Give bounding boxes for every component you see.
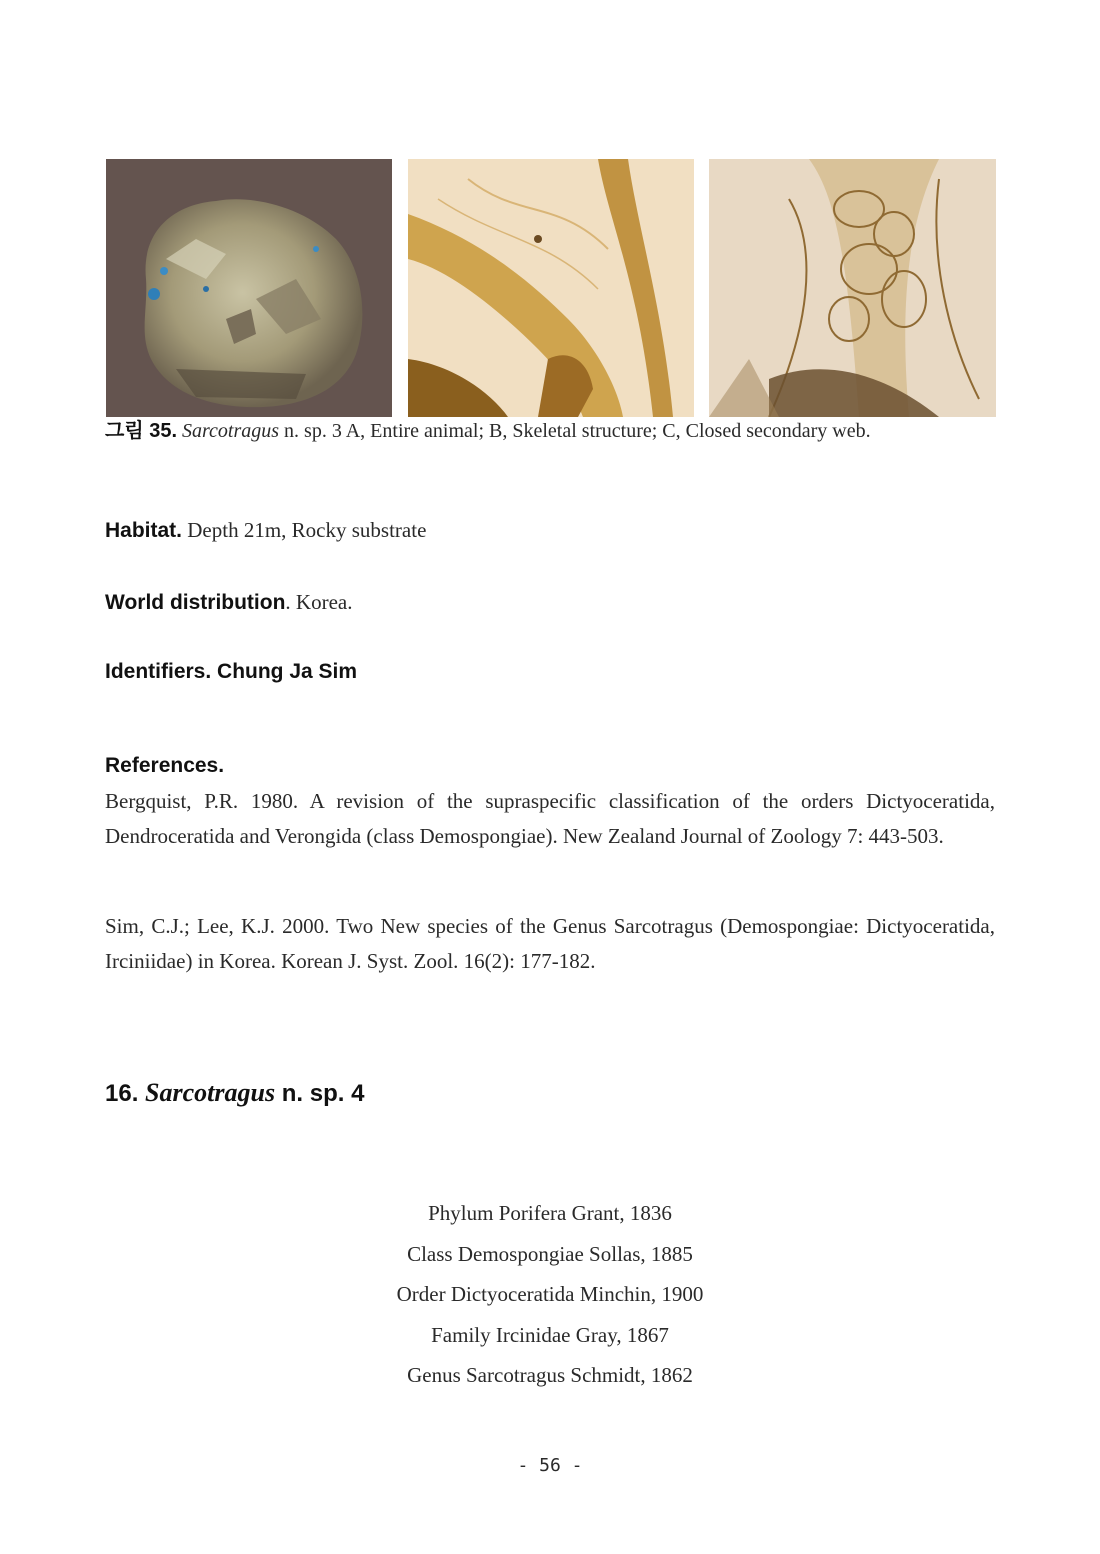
habitat-value: Depth 21m, Rocky substrate [182, 518, 427, 542]
distribution-value: . Korea. [285, 590, 353, 614]
photo-skeletal-structure [408, 159, 694, 417]
species-heading [105, 1078, 364, 1108]
photo-closed-secondary-web [709, 159, 996, 417]
habitat-field [105, 516, 426, 545]
figure-35-photos [106, 159, 996, 417]
identifiers: Identifiers. Chung Ja Sim [105, 660, 358, 683]
figure-caption [105, 415, 995, 448]
photo-entire-animal [106, 159, 392, 417]
figure-genus: Sarcotragus [182, 420, 280, 442]
distribution-field [105, 588, 352, 617]
taxonomy-line: Order Dictyoceratida Minchin, 1900 [396, 1282, 704, 1307]
figure-caption-text: n. sp. 3 A, Entire animal; B, Skeletal structure; C, Closed secondary web. [279, 420, 871, 442]
figure-label: 그림 35. [105, 420, 177, 442]
reference-item: Bergquist, P.R. 1980. A revision of the supraspecific classification of the orders Dictyoceratida, Dendroceratida and Verongida (class Demospongiae). New Zealand Journal of Zoology 7: 443-503. [105, 789, 995, 848]
taxonomy-line: Phylum Porifera Grant, 1836 [428, 1201, 672, 1225]
references-heading: References. [105, 754, 225, 777]
taxonomy-line: Family Ircinidae Gray, 1867 [431, 1322, 669, 1347]
species-genus: Sarcotragus [145, 1078, 276, 1107]
taxonomy-line: Genus Sarcotragus Schmidt, 1862 [407, 1363, 693, 1388]
distribution-label: World distribution [105, 591, 286, 614]
species-number: 16. [105, 1080, 139, 1107]
taxonomy-block [0, 1196, 1100, 1399]
species-rest: n. sp. 4 [281, 1080, 365, 1107]
reference-item: Sim, C.J.; Lee, K.J. 2000. Two New species of the Genus Sarcotragus (Demospongiae: Dictyoceratida, Irciniidae) in Korea. Korean J. Syst. Zool. 16(2): 177-182. [105, 914, 995, 973]
taxonomy-line: Class Demospongiae Sollas, 1885 [407, 1241, 693, 1266]
habitat-label: Habitat. [105, 519, 183, 542]
page-number: - 56 - [517, 1455, 583, 1476]
